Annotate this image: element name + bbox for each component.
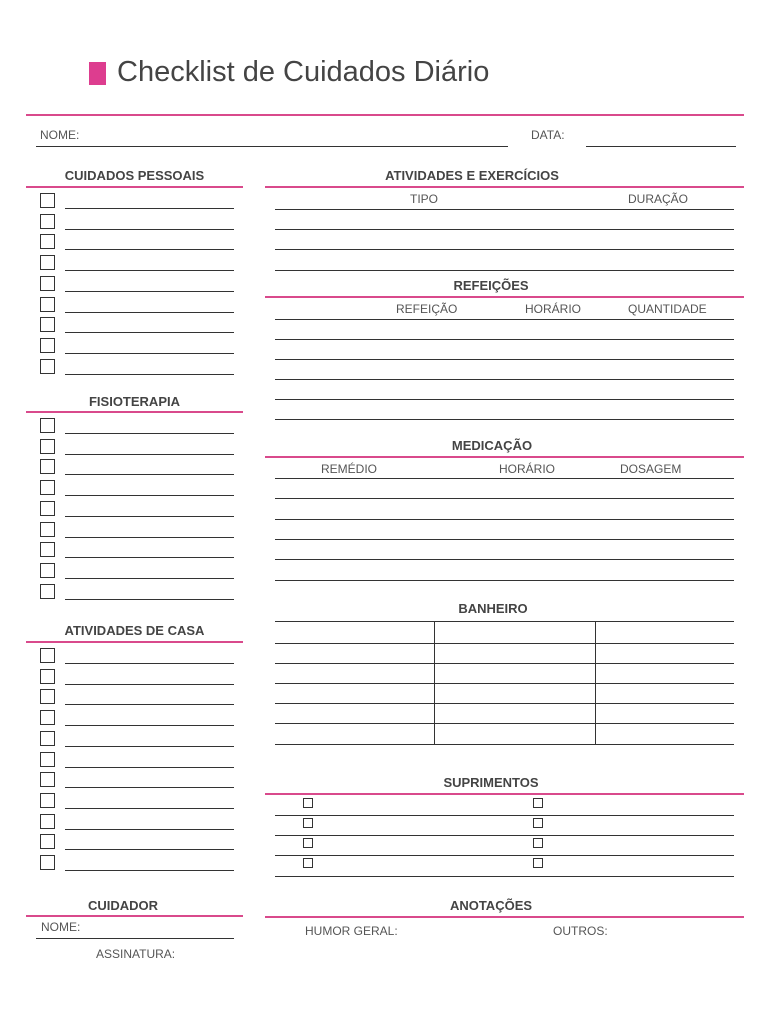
home-activities-line[interactable] bbox=[65, 787, 234, 788]
home-activities-checkbox[interactable] bbox=[40, 689, 55, 704]
home-activities-line[interactable] bbox=[65, 704, 234, 705]
personal-care-checkbox[interactable] bbox=[40, 297, 55, 312]
meals-line[interactable] bbox=[275, 419, 734, 420]
physio-checkbox[interactable] bbox=[40, 418, 55, 433]
medication-line[interactable] bbox=[275, 519, 734, 520]
home-activities-line[interactable] bbox=[65, 870, 234, 871]
physio-checkbox[interactable] bbox=[40, 563, 55, 578]
supplies-checkbox[interactable] bbox=[303, 798, 313, 808]
physio-line[interactable] bbox=[65, 495, 234, 496]
home-activities-checkbox[interactable] bbox=[40, 669, 55, 684]
bath-row-line[interactable] bbox=[275, 643, 734, 644]
home-activities-line[interactable] bbox=[65, 829, 234, 830]
physio-checkbox[interactable] bbox=[40, 522, 55, 537]
activities-line[interactable] bbox=[275, 270, 734, 271]
personal-care-checkbox[interactable] bbox=[40, 193, 55, 208]
page-title: Checklist de Cuidados Diário bbox=[117, 56, 490, 88]
physio-line[interactable] bbox=[65, 599, 234, 600]
home-activities-line[interactable] bbox=[65, 663, 234, 664]
personal-care-line[interactable] bbox=[65, 208, 234, 209]
name-label: NOME: bbox=[40, 128, 80, 142]
personal-care-checkbox[interactable] bbox=[40, 276, 55, 291]
personal-care-line[interactable] bbox=[65, 353, 234, 354]
home-activities-line[interactable] bbox=[65, 684, 234, 685]
title-divider bbox=[26, 114, 744, 116]
physio-checkbox[interactable] bbox=[40, 584, 55, 599]
bath-column-divider bbox=[434, 621, 435, 744]
personal-care-line[interactable] bbox=[65, 332, 234, 333]
home-activities-checkbox[interactable] bbox=[40, 855, 55, 870]
caregiver-heading: CUIDADOR bbox=[87, 898, 159, 913]
bath-row-line[interactable] bbox=[275, 621, 734, 622]
bath-row-line[interactable] bbox=[275, 723, 734, 724]
bath-row-line[interactable] bbox=[275, 703, 734, 704]
supplies-checkbox[interactable] bbox=[533, 858, 543, 868]
home-activities-checkbox[interactable] bbox=[40, 731, 55, 746]
personal-care-checkbox[interactable] bbox=[40, 214, 55, 229]
physio-line[interactable] bbox=[65, 454, 234, 455]
activities-divider bbox=[265, 186, 744, 188]
activities-line[interactable] bbox=[275, 209, 734, 210]
personal-care-divider bbox=[26, 186, 243, 188]
caregiver-name-field[interactable] bbox=[36, 938, 234, 939]
notes-divider bbox=[265, 916, 744, 918]
personal-care-checkbox[interactable] bbox=[40, 317, 55, 332]
home-activities-checkbox[interactable] bbox=[40, 648, 55, 663]
personal-care-line[interactable] bbox=[65, 270, 234, 271]
physio-line[interactable] bbox=[65, 578, 234, 579]
date-label: DATA: bbox=[531, 128, 565, 142]
activities-heading: ATIVIDADES E EXERCÍCIOS bbox=[385, 168, 559, 183]
title-marker bbox=[89, 62, 106, 85]
activities-col-type: TIPO bbox=[410, 192, 439, 206]
medication-line[interactable] bbox=[275, 559, 734, 560]
meals-line[interactable] bbox=[275, 359, 734, 360]
meals-col-meal: REFEIÇÃO bbox=[396, 302, 458, 316]
meals-line[interactable] bbox=[275, 319, 734, 320]
medication-line[interactable] bbox=[275, 498, 734, 499]
personal-care-heading: CUIDADOS PESSOAIS bbox=[64, 168, 205, 183]
bath-row-line[interactable] bbox=[275, 744, 734, 745]
caregiver-name-label: NOME: bbox=[41, 920, 81, 934]
physio-checkbox[interactable] bbox=[40, 542, 55, 557]
home-activities-divider bbox=[26, 641, 243, 643]
home-activities-line[interactable] bbox=[65, 767, 234, 768]
physio-checkbox[interactable] bbox=[40, 459, 55, 474]
personal-care-line[interactable] bbox=[65, 312, 234, 313]
personal-care-line[interactable] bbox=[65, 249, 234, 250]
physio-line[interactable] bbox=[65, 474, 234, 475]
physio-heading: FISIOTERAPIA bbox=[88, 394, 180, 409]
meals-heading: REFEIÇÕES bbox=[453, 278, 529, 293]
physio-line[interactable] bbox=[65, 537, 234, 538]
home-activities-checkbox[interactable] bbox=[40, 814, 55, 829]
home-activities-heading: ATIVIDADES DE CASA bbox=[64, 623, 205, 638]
caregiver-divider bbox=[26, 915, 243, 917]
name-field[interactable] bbox=[36, 146, 508, 147]
supplies-line[interactable] bbox=[275, 835, 734, 836]
supplies-line[interactable] bbox=[275, 876, 734, 877]
notes-mood-label: HUMOR GERAL: bbox=[305, 924, 398, 938]
personal-care-checkbox[interactable] bbox=[40, 338, 55, 353]
bath-row-line[interactable] bbox=[275, 683, 734, 684]
supplies-line[interactable] bbox=[275, 815, 734, 816]
meals-divider bbox=[265, 296, 744, 298]
home-activities-checkbox[interactable] bbox=[40, 834, 55, 849]
supplies-divider bbox=[265, 793, 744, 795]
notes-other-label: OUTROS: bbox=[553, 924, 608, 938]
date-field[interactable] bbox=[586, 146, 736, 147]
activities-col-duration: DURAÇÃO bbox=[628, 192, 689, 206]
home-activities-checkbox[interactable] bbox=[40, 793, 55, 808]
home-activities-checkbox[interactable] bbox=[40, 710, 55, 725]
physio-line[interactable] bbox=[65, 516, 234, 517]
medication-line[interactable] bbox=[275, 580, 734, 581]
bath-row-line[interactable] bbox=[275, 663, 734, 664]
personal-care-checkbox[interactable] bbox=[40, 359, 55, 374]
caregiver-signature-label: ASSINATURA: bbox=[96, 947, 176, 961]
physio-line[interactable] bbox=[65, 433, 234, 434]
personal-care-line[interactable] bbox=[65, 229, 234, 230]
home-activities-line[interactable] bbox=[65, 746, 234, 747]
supplies-line[interactable] bbox=[275, 855, 734, 856]
medication-line[interactable] bbox=[275, 478, 734, 479]
physio-checkbox[interactable] bbox=[40, 480, 55, 495]
medication-col-dosage: DOSAGEM bbox=[620, 462, 682, 476]
medication-heading: MEDICAÇÃO bbox=[451, 438, 533, 453]
supplies-checkbox[interactable] bbox=[303, 838, 313, 848]
meals-line[interactable] bbox=[275, 399, 734, 400]
supplies-checkbox[interactable] bbox=[533, 838, 543, 848]
supplies-checkbox[interactable] bbox=[533, 818, 543, 828]
meals-line[interactable] bbox=[275, 339, 734, 340]
meals-col-quantity: QUANTIDADE bbox=[628, 302, 707, 316]
physio-divider bbox=[26, 411, 243, 413]
supplies-checkbox[interactable] bbox=[303, 818, 313, 828]
home-activities-line[interactable] bbox=[65, 725, 234, 726]
supplies-checkbox[interactable] bbox=[533, 798, 543, 808]
personal-care-line[interactable] bbox=[65, 374, 234, 375]
supplies-heading: SUPRIMENTOS bbox=[443, 775, 539, 790]
home-activities-line[interactable] bbox=[65, 808, 234, 809]
physio-checkbox[interactable] bbox=[40, 501, 55, 516]
home-activities-checkbox[interactable] bbox=[40, 772, 55, 787]
medication-col-time: HORÁRIO bbox=[499, 462, 556, 476]
personal-care-checkbox[interactable] bbox=[40, 234, 55, 249]
meals-col-time: HORÁRIO bbox=[525, 302, 582, 316]
medication-col-medicine: REMÉDIO bbox=[321, 462, 378, 476]
bath-column-divider bbox=[595, 621, 596, 744]
personal-care-checkbox[interactable] bbox=[40, 255, 55, 270]
activities-line[interactable] bbox=[275, 249, 734, 250]
medication-line[interactable] bbox=[275, 539, 734, 540]
supplies-checkbox[interactable] bbox=[303, 858, 313, 868]
personal-care-line[interactable] bbox=[65, 291, 234, 292]
notes-heading: ANOTAÇÕES bbox=[449, 898, 533, 913]
home-activities-checkbox[interactable] bbox=[40, 752, 55, 767]
physio-line[interactable] bbox=[65, 557, 234, 558]
activities-line[interactable] bbox=[275, 229, 734, 230]
meals-line[interactable] bbox=[275, 379, 734, 380]
medication-divider bbox=[265, 456, 744, 458]
physio-checkbox[interactable] bbox=[40, 439, 55, 454]
home-activities-line[interactable] bbox=[65, 849, 234, 850]
bath-heading: BANHEIRO bbox=[458, 601, 528, 616]
